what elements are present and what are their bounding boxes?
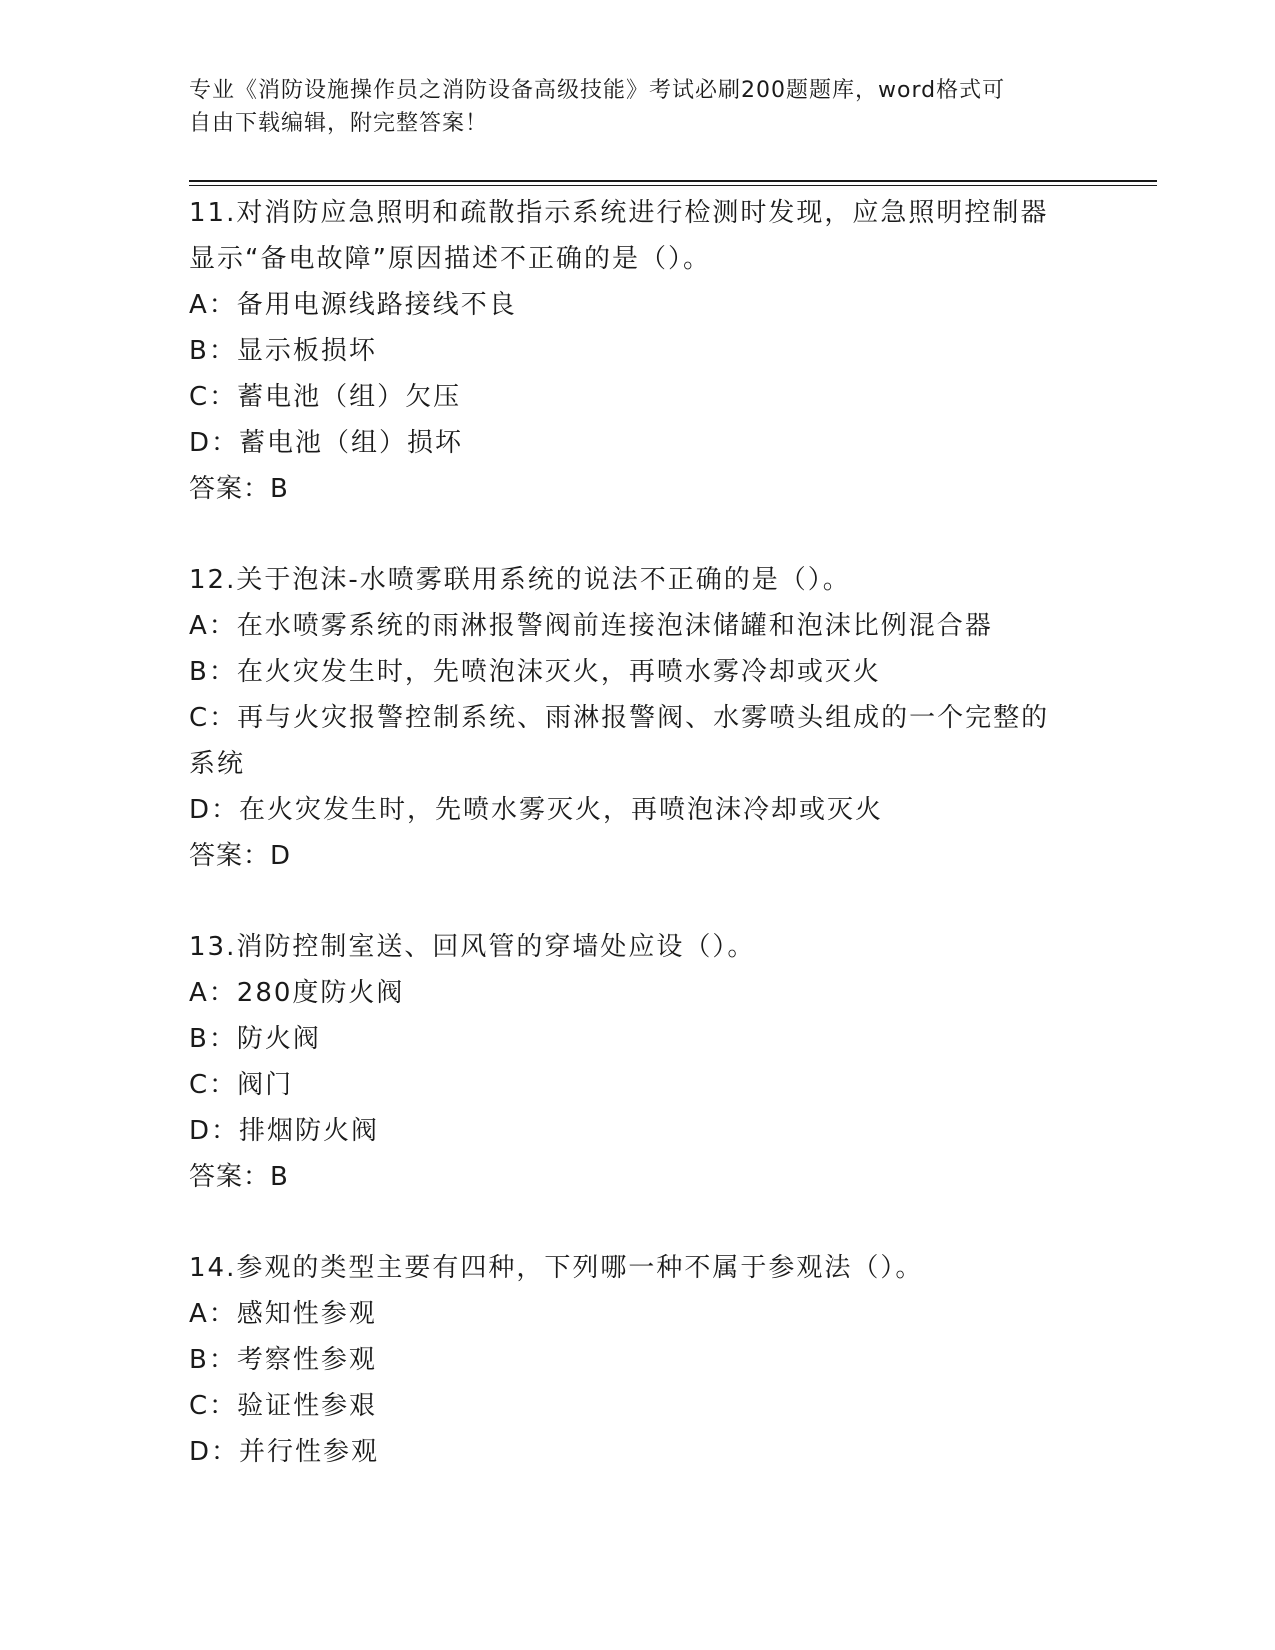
option-a: A：280度防火阀 — [189, 978, 405, 1008]
option-a: A：备用电源线路接线不良 — [189, 290, 517, 320]
option-b: B：防火阀 — [189, 1024, 321, 1054]
header-line-1: 专业《消防设施操作员之消防设备高级技能》考试必刷200题题库，word格式可 — [189, 78, 1006, 103]
option-c: C：蓄电池（组）欠压 — [189, 382, 462, 412]
answer: 答案：B — [189, 474, 289, 504]
option-c-continued: 系统 — [189, 749, 246, 779]
question-stem: 13.消防控制室送、回风管的穿墙处应设（）。 — [189, 932, 756, 962]
question-stem: 11.对消防应急照明和疏散指示系统进行检测时发现，应急照明控制器 — [189, 198, 1049, 228]
option-c: C：再与火灾报警控制系统、雨淋报警阀、水雾喷头组成的一个完整的 — [189, 703, 1050, 733]
option-a: A：在水喷雾系统的雨淋报警阀前连接泡沫储罐和泡沫比例混合器 — [189, 611, 993, 641]
option-a: A：感知性参观 — [189, 1299, 377, 1329]
question-12 — [189, 557, 1089, 879]
option-b: B：在火灾发生时，先喷泡沫灭火，再喷水雾冷却或灭火 — [189, 657, 881, 687]
option-b: B：显示板损坏 — [189, 336, 377, 366]
question-stem: 12.关于泡沫-水喷雾联用系统的说法不正确的是（）。 — [189, 565, 851, 595]
option-c: C：阀门 — [189, 1070, 294, 1100]
document-header — [189, 74, 1089, 140]
answer: 答案：B — [189, 1162, 289, 1192]
question-list — [189, 190, 1089, 1520]
question-13 — [189, 924, 1089, 1200]
option-c: C：验证性参艰 — [189, 1391, 378, 1421]
answer: 答案：D — [189, 841, 292, 871]
question-stem: 14.参观的类型主要有四种，下列哪一种不属于参观法（）。 — [189, 1253, 924, 1283]
header-line-2: 自由下载编辑，附完整答案！ — [189, 111, 489, 136]
question-11 — [189, 190, 1089, 512]
option-d: D：并行性参观 — [189, 1437, 380, 1467]
question-stem-continued: 显示“备电故障”原因描述不正确的是（）。 — [189, 244, 711, 274]
option-d: D：蓄电池（组）损坏 — [189, 428, 464, 458]
option-d: D：在火灾发生时，先喷水雾灭火，再喷泡沫冷却或灭火 — [189, 795, 884, 825]
header-divider — [189, 180, 1157, 186]
question-14 — [189, 1245, 1089, 1475]
option-d: D：排烟防火阀 — [189, 1116, 380, 1146]
option-b: B：考察性参观 — [189, 1345, 377, 1375]
